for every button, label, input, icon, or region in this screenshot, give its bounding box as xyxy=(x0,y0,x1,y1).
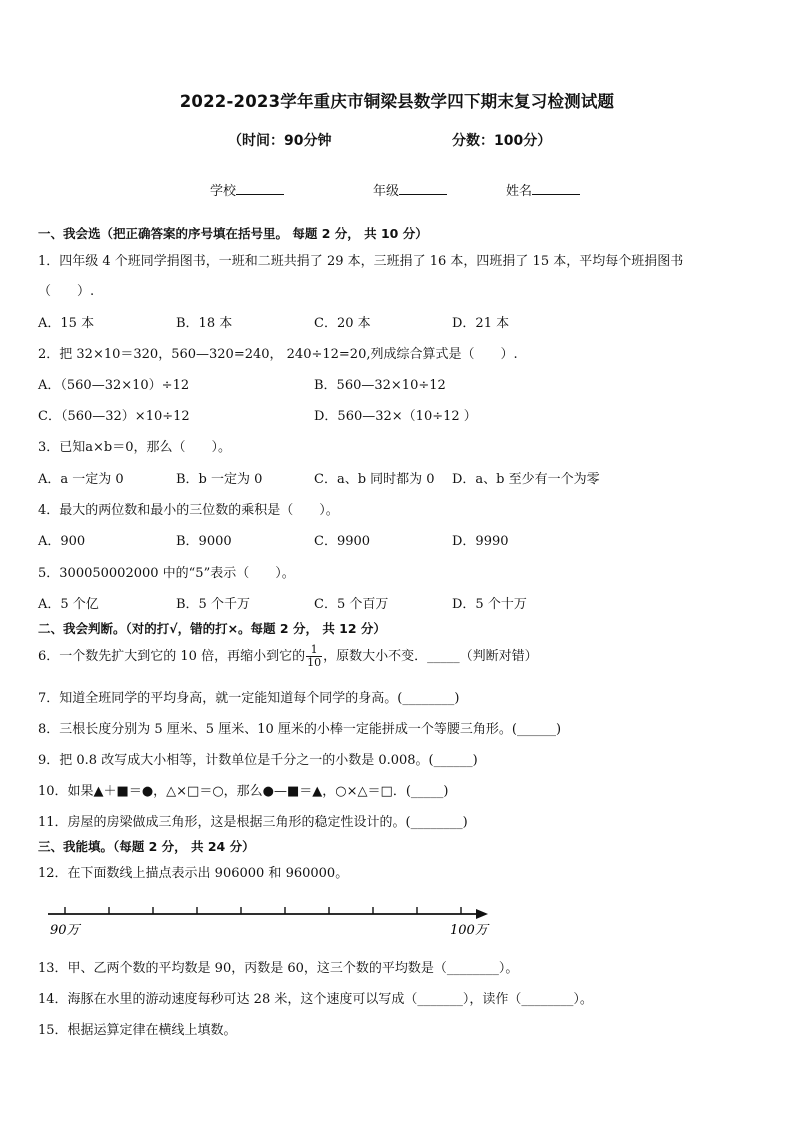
q5-stem: 5．300050002000 中的“5”表示（ ）。 xyxy=(38,566,295,581)
q1-stem-line1: 1．四年级 4 个班同学捐图书，一班和二班共捐了 29 本，三班捐了 16 本，四班捐了 15 本，平均每个班捐图书 xyxy=(38,254,684,269)
number-line-right-label: 100万 xyxy=(450,923,488,938)
q15: 15．根据运算定律在横线上填数。 xyxy=(38,1023,237,1038)
q1-option-d[interactable]: D．21 本 xyxy=(452,316,510,331)
q1-option-a[interactable]: A．15 本 xyxy=(38,316,95,331)
school-field xyxy=(210,180,284,199)
q3-option-a[interactable]: A．a 一定为 0 xyxy=(38,472,124,487)
q6-fraction-numerator: 1 xyxy=(306,644,322,657)
q5-option-b[interactable]: B．5 个千万 xyxy=(176,597,250,612)
q13: 13．甲、乙两个数的平均数是 90，丙数是 60，这三个数的平均数是（________）。 xyxy=(38,961,519,976)
q5-option-d[interactable]: D．5 个十万 xyxy=(452,597,527,612)
q2-option-d[interactable]: D．560—32×（10÷12 ） xyxy=(314,409,477,424)
q4-option-a[interactable]: A．900 xyxy=(38,534,86,549)
exam-score: 分数：100分） xyxy=(452,133,552,149)
q2-option-a[interactable]: A．（560—32×10）÷12 xyxy=(38,378,190,393)
grade-field xyxy=(373,180,447,199)
q2-stem: 2．把 32×10＝320，560—320=240， 240÷12=20,列成综合算式是（ ）. xyxy=(38,347,518,362)
q3-option-c[interactable]: C．a、b 同时都为 0 xyxy=(314,472,435,487)
q4-stem: 4．最大的两位数和最小的三位数的乘积是（ ）。 xyxy=(38,503,339,518)
q6-fraction-denominator: 10 xyxy=(307,656,322,669)
q7: 7．知道全班同学的平均身高，就一定能知道每个同学的身高。(________) xyxy=(38,691,460,706)
number-line-arrow xyxy=(476,909,488,919)
q8: 8．三根长度分别为 5 厘米、5 厘米、10 厘米的小棒一定能拼成一个等腰三角形。(______) xyxy=(38,722,562,737)
q5-option-c[interactable]: C．5 个百万 xyxy=(314,597,389,612)
name-blank[interactable] xyxy=(532,182,580,195)
q14: 14．海豚在水里的游动速度每秒可达 28 米，这个速度可以写成（_______），读作（________）。 xyxy=(38,992,593,1007)
school-label: 学校 xyxy=(210,184,237,199)
q3-option-b[interactable]: B．b 一定为 0 xyxy=(176,472,263,487)
q1-option-c[interactable]: C．20 本 xyxy=(314,316,371,331)
number-line-left-label: 90万 xyxy=(50,923,80,938)
q6 xyxy=(38,644,538,669)
grade-blank[interactable] xyxy=(399,182,447,195)
number-line[interactable] xyxy=(40,898,500,940)
number-line-ticks xyxy=(65,907,461,914)
q6-text-post: ，原数大小不变．_____（判断对错） xyxy=(323,649,538,664)
grade-label: 年级 xyxy=(373,184,400,199)
q5-option-a[interactable]: A．5 个亿 xyxy=(38,597,99,612)
q1-option-b[interactable]: B．18 本 xyxy=(176,316,233,331)
q1-stem-line2: （ ）. xyxy=(38,284,95,299)
q4-option-b[interactable]: B．9000 xyxy=(176,534,232,549)
q10: 10．如果▲＋■＝●，△×□＝○，那么●—■＝▲，○×△＝□．(_____) xyxy=(38,784,449,799)
section-3-heading: 三、我能填。（每题 2 分， 共 24 分） xyxy=(38,839,255,854)
q6-text-pre: 6．一个数先扩大到它的 10 倍，再缩小到它的 xyxy=(38,649,306,664)
name-label: 姓名 xyxy=(506,184,533,199)
q11: 11．房屋的房梁做成三角形，这是根据三角形的稳定性设计的。(________) xyxy=(38,815,468,830)
q2-option-c[interactable]: C．（560—32）×10÷12 xyxy=(38,409,190,424)
q2-option-b[interactable]: B．560—32×10÷12 xyxy=(314,378,446,393)
page-title: 2022-2023学年重庆市铜梁县数学四下期末复习检测试题 xyxy=(179,92,615,111)
name-field xyxy=(506,180,580,199)
q9: 9．把 0.8 改写成大小相等，计数单位是千分之一的小数是 0.008。(______) xyxy=(38,753,478,768)
q4-option-d[interactable]: D．9990 xyxy=(452,534,509,549)
q3-stem: 3．已知a×b＝0，那么（ ）。 xyxy=(38,440,232,455)
section-2-heading: 二、我会判断。（对的打√，错的打×。每题 2 分， 共 12 分） xyxy=(38,621,386,636)
school-blank[interactable] xyxy=(236,182,284,195)
q6-fraction xyxy=(306,644,322,669)
q4-option-c[interactable]: C．9900 xyxy=(314,534,371,549)
section-1-heading: 一、我会选（把正确答案的序号填在括号里。 每题 2 分， 共 10 分） xyxy=(38,226,428,241)
q3-option-d[interactable]: D．a、b 至少有一个为零 xyxy=(452,472,600,487)
exam-time: （时间：90分钟 xyxy=(228,133,332,149)
q12: 12．在下面数线上描点表示出 906000 和 960000。 xyxy=(38,866,349,881)
